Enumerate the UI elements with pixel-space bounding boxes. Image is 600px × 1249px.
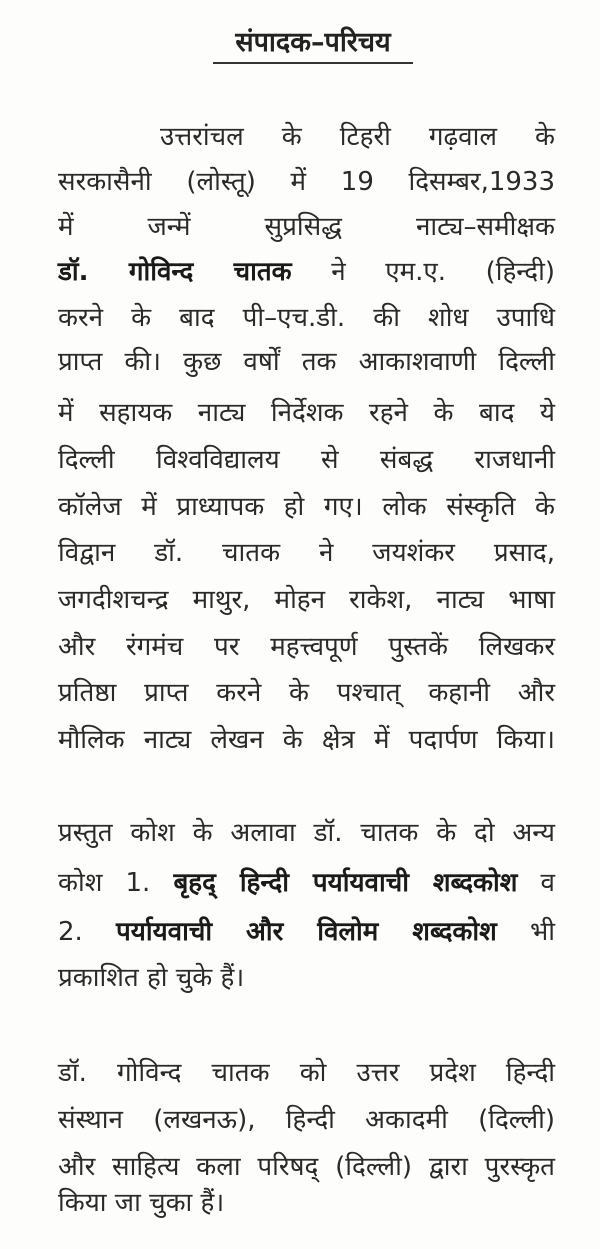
text-line [58,912,555,952]
text-segment: ने एम.ए. (हिन्दी) [291,257,555,287]
author-name: डॉ. गोविन्द चातक [58,257,292,287]
text-line: प्रस्तुत कोश के अलावा डॉ. चातक के दो अन्य [58,818,555,848]
text-segment: व [517,868,555,898]
text-line: प्राप्त की। कुछ वर्षों तक आकाशवाणी दिल्ली [58,347,555,377]
text-line: संस्थान (लखनऊ), हिन्दी अकादमी (दिल्ली) [58,1105,555,1135]
text-line: प्रकाशित हो चुके हैं। [58,963,245,993]
title-underline [213,62,413,64]
text-line: मौलिक नाट्य लेखन के क्षेत्र में पदार्पण किया। [58,725,555,755]
text-line: करने के बाद पी–एच.डी. की शोध उपाधि [58,303,555,333]
text-line: में सहायक नाट्य निर्देशक रहने के बाद ये [58,398,555,428]
text-segment: कोश 1. [58,868,174,898]
text-line: कॉलेज में प्राध्यापक हो गए। लोक संस्कृति के [58,492,555,522]
text-line: और रंगमंच पर महत्त्वपूर्ण पुस्तकें लिखकर [58,632,555,662]
text-line: उत्तरांचल के टिहरी गढ़वाल के [160,122,555,152]
book-title: पर्यायवाची और विलोम शब्दकोश [115,917,497,947]
text-line: सरकासैनी (लोस्तू) में 19 दिसम्बर,1933 [58,167,555,197]
text-segment: भी [496,917,555,947]
page-title: संपादक–परिचय [235,27,391,58]
text-line: में जन्में सुप्रसिद्ध नाट्य–समीक्षक [58,212,555,242]
text-line: किया जा चुका हैं। [58,1188,225,1218]
text-line: और साहित्य कला परिषद् (दिल्ली) द्वारा पुरस्कृत [58,1152,555,1182]
text-line [58,863,555,903]
text-line: विद्वान डॉ. चातक ने जयशंकर प्रसाद, [58,538,555,568]
text-segment: 2. [58,917,116,947]
text-line [58,252,555,292]
text-line: प्रतिष्ठा प्राप्त करने के पश्चात् कहानी और [58,678,555,708]
text-line: डॉ. गोविन्द चातक को उत्तर प्रदेश हिन्दी [58,1058,555,1088]
text-line: जगदीशचन्द्र माथुर, मोहन राकेश, नाट्य भाषा [58,585,555,615]
text-line: दिल्ली विश्वविद्यालय से संबद्ध राजधानी [58,445,555,475]
book-title: बृहद् हिन्दी पर्यायवाची शब्दकोश [173,868,518,898]
